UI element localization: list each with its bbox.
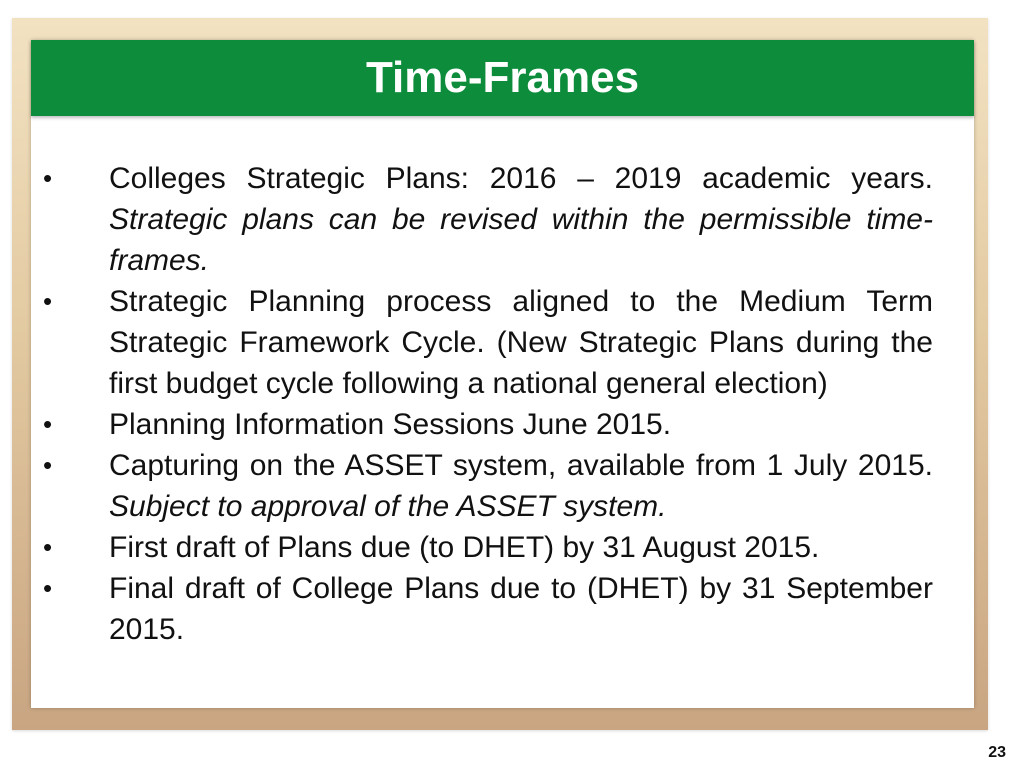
bullet-icon: • [43, 450, 53, 480]
bullet-item [31, 404, 974, 445]
bullet-italic-text: Strategic plans can be revised within the permissible time-frames. [109, 203, 933, 277]
bullet-text: Colleges Strategic Plans: 2016 – 2019 academic years. [109, 162, 933, 195]
bullet-text: Strategic Planning process aligned to the Medium Term Strategic Framework Cycle. (New Strategic Plans during the first budget cycle following a national general election) [109, 285, 933, 400]
bullet-icon: • [43, 286, 53, 316]
bullet-item [31, 568, 974, 650]
bullet-list [31, 158, 974, 650]
bullet-item [31, 158, 974, 281]
title-bar [31, 40, 974, 116]
bullet-icon: • [43, 532, 53, 562]
bullet-icon: • [43, 573, 53, 603]
bullet-text: First draft of Plans due (to DHET) by 31 August 2015. [109, 531, 820, 564]
slide-title: Time-Frames [365, 53, 640, 102]
bullet-item [31, 527, 974, 568]
bullet-text: Capturing on the ASSET system, available from 1 July 2015. [109, 449, 933, 482]
bullet-item [31, 281, 974, 404]
content-panel [31, 40, 974, 708]
bullet-text: Final draft of College Plans due to (DHET) by 31 September 2015. [109, 572, 933, 646]
bullet-item [31, 445, 974, 527]
bullet-text: Planning Information Sessions June 2015. [109, 408, 672, 441]
bullet-italic-text: Subject to approval of the ASSET system. [109, 490, 667, 523]
bullet-icon: • [43, 409, 53, 439]
bullet-icon: • [43, 163, 53, 193]
page-number: 23 [988, 744, 1006, 761]
